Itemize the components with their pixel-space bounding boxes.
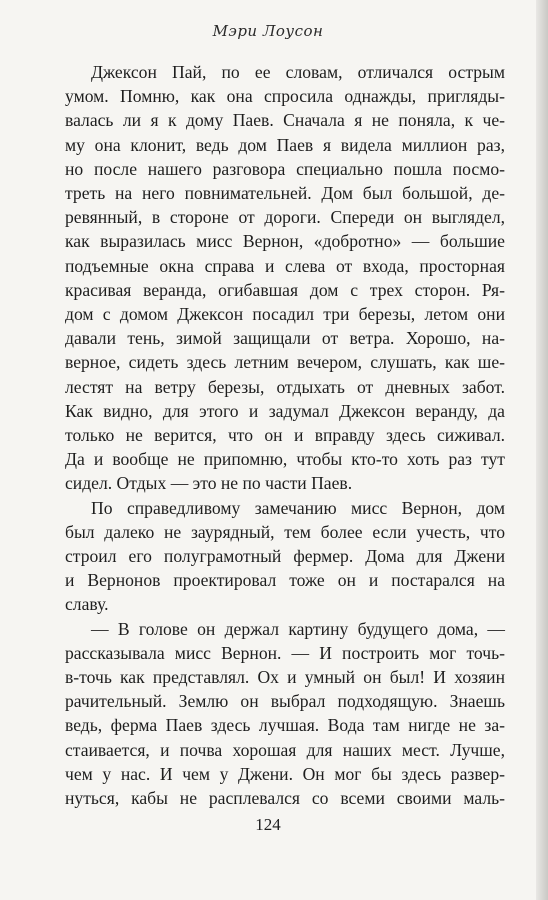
text-line: был далеко не заурядный, тем более если учесть, что bbox=[65, 521, 505, 542]
text-line: давали тень, зимой защищали от ветра. Хорошо, на- bbox=[65, 328, 505, 349]
text-line: славу. bbox=[65, 594, 109, 615]
text-line: По справедливому замечанию мисс Вернон, дом bbox=[91, 497, 505, 518]
running-header-author: Мэри Лоусон bbox=[212, 22, 324, 40]
text-line: умом. Помню, как она спросила однажды, пригляды- bbox=[65, 86, 505, 107]
text-line: ревянный, в стороне от дороги. Спереди он выглядел, bbox=[65, 207, 505, 228]
text-line: дом с домом Джексон посадил три березы, летом они bbox=[65, 304, 505, 325]
text-line: му она клонит, ведь дом Паев я видела миллион раз, bbox=[65, 134, 505, 155]
text-line: лестят на ветру березы, отдыхать от дневных забот. bbox=[65, 376, 505, 397]
text-line: подъемные окна справа и слева от входа, просторная bbox=[65, 255, 505, 276]
text-line: чем у нас. И чем у Джени. Он мог бы здесь развер- bbox=[65, 763, 505, 784]
text-line: Да и вообще не припомню, чтобы кто-то хоть раз тут bbox=[65, 449, 505, 470]
text-line: сидел. Отдых — это не по части Паев. bbox=[65, 473, 353, 494]
text-line: рачительный. Землю он выбрал подходящую. Знаешь bbox=[65, 691, 505, 712]
text-line: красивая веранда, огибавшая дом с трех сторон. Ря- bbox=[65, 279, 505, 300]
text-line: строил его полуграмотный фермер. Дома для Джени bbox=[65, 546, 505, 567]
page-edge-shadow bbox=[536, 0, 548, 900]
text-line: нуться, кабы не расплевался со всеми своими маль- bbox=[65, 788, 505, 809]
text-line: треть на него повнимательней. Дом был большой, де- bbox=[65, 183, 505, 204]
body-text bbox=[65, 60, 505, 810]
text-line: рассказывала мисс Вернон. — И построить мог точь- bbox=[65, 642, 505, 663]
text-line: — В голове он держал картину будущего дома, — bbox=[91, 618, 505, 639]
text-line: валась ли я к дому Паев. Сначала я не поняла, к че- bbox=[65, 110, 505, 131]
text-line: Джексон Пай, по ее словам, отличался острым bbox=[91, 62, 505, 82]
page-number: 124 bbox=[255, 815, 281, 834]
text-line: но после нашего разговора специально пошла посмо- bbox=[65, 158, 505, 179]
text-line: в-точь как представлял. Ох и умный он был! И хозяин bbox=[65, 667, 505, 688]
text-line: верное, сидеть здесь летним вечером, слушать, как ше- bbox=[65, 352, 505, 373]
text-line: как выразилась мисс Вернон, «добротно» — большие bbox=[65, 231, 505, 252]
text-line: стаивается, и почва хорошая для наших мест. Лучше, bbox=[65, 739, 505, 760]
text-line: только не верится, что он и вправду здесь сиживал. bbox=[65, 425, 505, 446]
text-line: ведь, ферма Паев здесь лучшая. Вода там нигде не за- bbox=[65, 715, 505, 736]
text-line: и Вернонов проектировал тоже он и постарался на bbox=[65, 570, 505, 591]
text-line: Как видно, для этого и задумал Джексон веранду, да bbox=[65, 400, 505, 421]
